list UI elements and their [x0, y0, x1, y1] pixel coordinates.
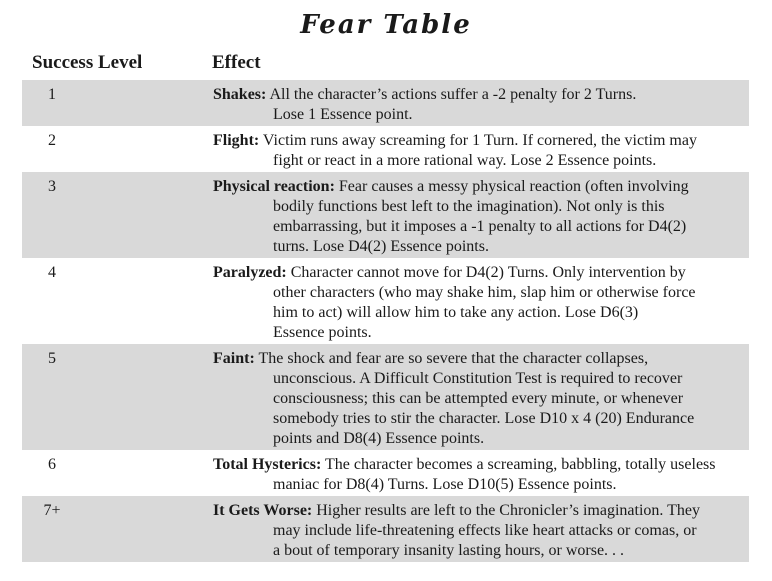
effect-name: Flight: [213, 132, 260, 149]
table-row [22, 344, 749, 450]
header-effect: Effect [212, 52, 261, 73]
effect-name: Total Hysterics: [213, 456, 322, 473]
table-row [22, 126, 749, 172]
effect-text: Physical reaction: Fear causes a messy physical reaction (often involving bodily functions best left to the imagination). Not only is this embarrassing, but it imposes a -1 penalty to all actions for D4(2) turns. Lose D4(2) Essence points. [213, 178, 689, 255]
effect-text: Flight: Victim runs away screaming for 1 Turn. If cornered, the victim may fight or react in a more rational way. Lose 2 Essence points. [213, 132, 697, 169]
success-level: 3 [48, 178, 56, 195]
effect-text: Shakes: All the character’s actions suffer a -2 penalty for 2 Turns. Lose 1 Essence point. [213, 86, 637, 123]
success-level: 1 [48, 86, 56, 103]
table-row [22, 258, 749, 344]
effect-text: Faint: The shock and fear are so severe that the character collapses, unconscious. A Difficult Constitution Test is required to recover consciousness; this can be attempted every minute, or whenever somebody tries to stir the character. Lose D10 x 4 (20) Endurance points and D8(4) Essence points. [213, 350, 695, 447]
table-row [22, 172, 749, 258]
effect-text: Paralyzed: Character cannot move for D4(2) Turns. Only intervention by other characters (who may shake him, slap him or otherwise force him to act) will allow him to take any action. Lose D6(3) Essence points. [213, 264, 696, 341]
success-level: 7+ [43, 502, 61, 519]
success-level: 6 [48, 456, 56, 473]
effect-name: It Gets Worse: [213, 502, 313, 519]
effect-name: Paralyzed: [213, 264, 287, 281]
table-row [22, 450, 749, 496]
effect-name: Physical reaction: [213, 178, 335, 195]
header-success-level: Success Level [32, 52, 143, 73]
effect-name: Faint: [213, 350, 255, 367]
page-title: Fear Table [300, 10, 472, 40]
effect-text: Total Hysterics: The character becomes a screaming, babbling, totally useless maniac for D8(4) Turns. Lose D10(5) Essence points. [213, 456, 716, 493]
table-row [22, 80, 749, 126]
effect-text: It Gets Worse: Higher results are left to the Chronicler’s imagination. They may include life-threatening effects like heart attacks or comas, or a bout of temporary insanity lasting hours, or worse. . . [213, 502, 700, 559]
success-level: 5 [48, 350, 56, 367]
success-level: 4 [48, 264, 56, 281]
success-level: 2 [48, 132, 56, 149]
effect-name: Shakes: [213, 86, 267, 103]
table-row [22, 496, 749, 562]
